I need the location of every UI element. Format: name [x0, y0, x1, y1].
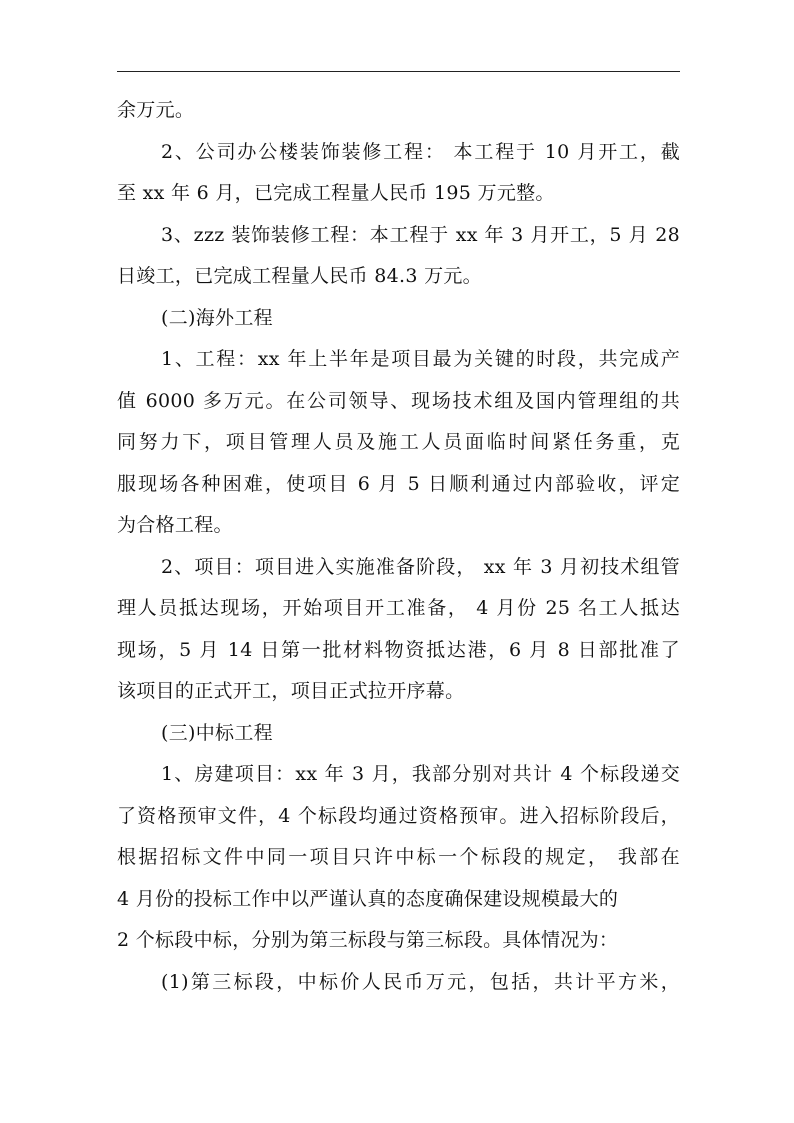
text-line: 日竣工，已完成工程量人民币 84.3 万元。 — [117, 265, 482, 287]
text-line: 至 xx 年 6 月，已完成工程量人民币 195 万元整。 — [117, 182, 555, 204]
text-line: 该项目的正式开工，项目正式拉开序幕。 — [117, 680, 465, 702]
text-line: 现场，5 月 14 日第一批材料物资抵达港，6 月 8 日部批准了 — [117, 638, 680, 661]
text-line: (三)中标工程 — [161, 721, 273, 744]
text-line: 理人员抵达现场，开始项目开工准备， 4 月份 25 名工人抵达 — [117, 597, 680, 619]
text-line: 同努力下，项目管理人员及施工人员面临时间紧任务重，克 — [117, 431, 680, 453]
text-line: 为合格工程。 — [117, 514, 233, 536]
document-body — [117, 90, 680, 1003]
text-line: (二)海外工程 — [161, 306, 273, 329]
text-line: 根据招标文件中同一项目只许中标一个标段的规定， 我部在 — [117, 846, 680, 868]
text-line: (1)第三标段，中标价人民币万元，包括，共计平方米， — [161, 970, 680, 993]
text-line: 服现场各种困难，使项目 6 月 5 日顺利通过内部验收，评定 — [117, 472, 680, 495]
text-line: 值 6000 多万元。在公司领导、现场技术组及国内管理组的共 — [117, 389, 680, 412]
header-rule — [117, 71, 680, 72]
text-line: 1、工程：xx 年上半年是项目最为关键的时段，共完成产 — [161, 348, 680, 370]
text-line: 2 个标段中标，分别为第三标段与第三标段。具体情况为： — [117, 929, 619, 951]
text-line: 1、房建项目：xx 年 3 月，我部分别对共计 4 个标段递交 — [161, 763, 680, 785]
text-line: 余万元。 — [117, 99, 195, 121]
text-line: 2、项目：项目进入实施准备阶段， xx 年 3 月初技术组管 — [161, 555, 680, 578]
text-line: 4 月份的投标工作中以严谨认真的态度确保建设规模最大的 — [117, 887, 619, 910]
text-line: 2、公司办公楼装饰装修工程： 本工程于 10 月开工，截 — [161, 140, 680, 163]
text-line: 3、zzz 装饰装修工程：本工程于 xx 年 3 月开工，5 月 28 — [161, 223, 680, 246]
text-line: 了资格预审文件，4 个标段均通过资格预审。进入招标阶段后， — [117, 804, 680, 827]
